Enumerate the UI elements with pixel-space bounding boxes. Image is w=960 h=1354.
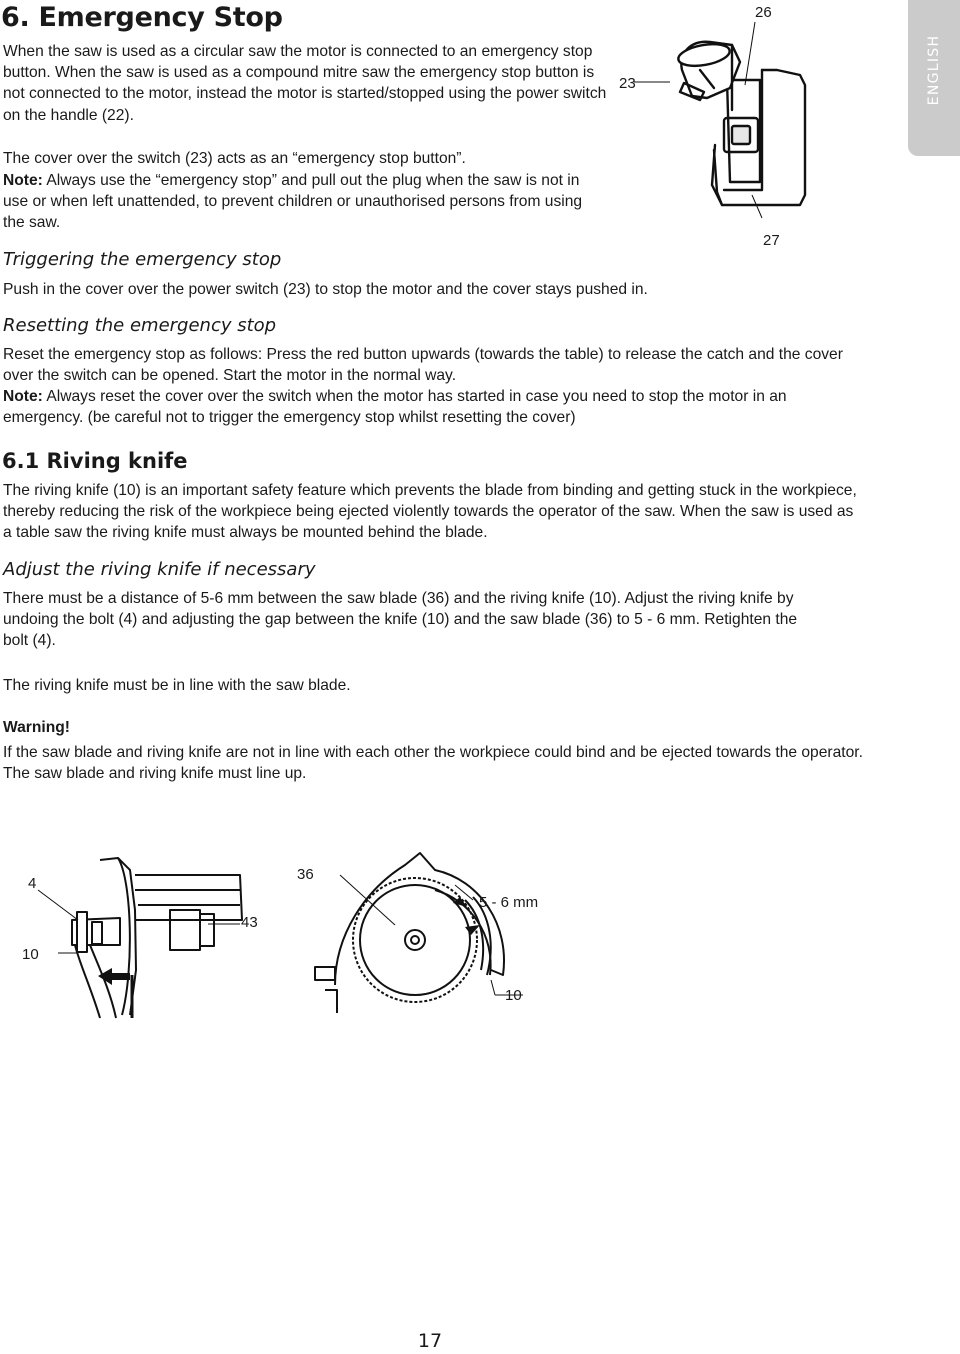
note-label: Note: — [3, 172, 43, 189]
emergency-stop-intro: When the saw is used as a circular saw the motor is connected to an emergency stop button. When the saw is used as a compound mitre saw the emergency stop button is not connected to the motor, instead the motor is started/stopped using the power switch on the handle (22). — [3, 43, 607, 124]
label-10-right: 10 — [505, 987, 522, 1004]
reset-note-label: Note: — [3, 388, 43, 405]
section-title-riving-knife: 6.1 Riving knife — [2, 449, 188, 473]
label-26: 26 — [755, 4, 772, 21]
triggering-heading: Triggering the emergency stop — [3, 249, 282, 270]
reset-note-text: Always reset the cover over the switch when the motor has started in case you need to stop the motor in an emergency. (be careful not to trigger the emergency stop whilst resetting the cover) — [3, 388, 787, 427]
label-gap: 5 - 6 mm — [479, 894, 539, 911]
label-4: 4 — [28, 875, 37, 892]
warning-text: If the saw blade and riving knife are not in line with each other the workpiece could bind and be ejected towards the operator. The saw blade and riving knife must line up. — [3, 744, 863, 783]
bolt-figure — [20, 850, 280, 1020]
switch-figure — [612, 0, 812, 260]
resetting-note — [3, 386, 863, 428]
adjust-heading: Adjust the riving knife if necessary — [3, 559, 316, 580]
bolt-illustration — [20, 850, 280, 1020]
blade-figure — [295, 845, 555, 1020]
emergency-stop-note — [3, 170, 603, 234]
note-text: Always use the “emergency stop” and pull out the plug when the saw is not in use or when left unattended, to prevent children or unauthorised persons from using the saw. — [3, 172, 583, 232]
resetting-text: Reset the emergency stop as follows: Press the red button upwards (towards the table) to release the catch and the cover over the switch can be opened. Start the motor in the normal way. — [3, 346, 843, 385]
label-10-left: 10 — [22, 946, 39, 963]
adjust-text: There must be a distance of 5-6 mm between the saw blade (36) and the riving knife (10). Adjust the riving knife by undoing the bolt (4) and adjusting the gap between the knife (10) and the saw blade (36) to 5 - 6 mm. Retighten the bolt (4). — [3, 590, 798, 650]
label-27: 27 — [763, 232, 780, 249]
label-23: 23 — [619, 75, 636, 92]
cover-switch-text: The cover over the switch (23) acts as an “emergency stop button”. — [3, 150, 466, 167]
page-number: 17 — [417, 1330, 443, 1352]
label-36: 36 — [297, 866, 314, 883]
riving-knife-intro: The riving knife (10) is an important safety feature which prevents the blade from binding and getting stuck in the workpiece, thereby reducing the risk of the workpiece being ejected violently towards the operator of the saw. When the saw is used as a table saw the riving knife must always be mounted behind the blade. — [3, 482, 857, 542]
triggering-text: Push in the cover over the power switch (23) to stop the motor and the cover stays pushed in. — [3, 281, 648, 298]
resetting-heading: Resetting the emergency stop — [3, 315, 277, 336]
section-title-emergency-stop: 6. Emergency Stop — [1, 2, 283, 33]
inline-text: The riving knife must be in line with the saw blade. — [3, 677, 351, 694]
label-43: 43 — [241, 914, 258, 931]
switch-illustration — [612, 0, 812, 260]
warning-label: Warning! — [3, 719, 70, 736]
language-tab — [908, 0, 960, 156]
language-tab-label: ENGLISH — [926, 34, 942, 106]
